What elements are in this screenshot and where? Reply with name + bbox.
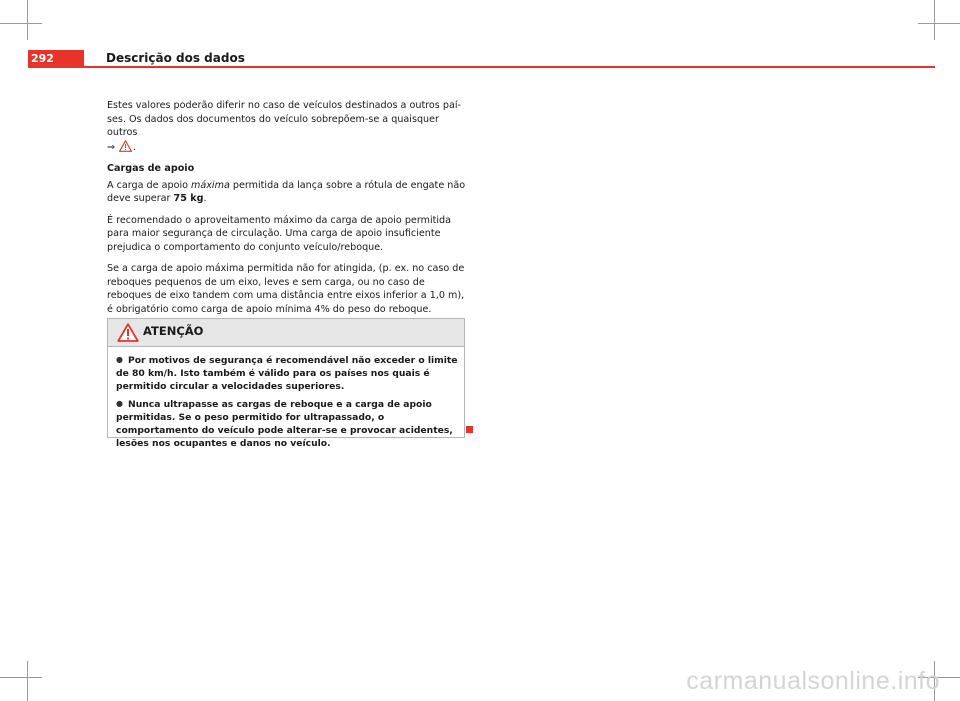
text-run: permitida da lança sobre a rótula de engate não deve superar xyxy=(107,179,466,204)
warning-body xyxy=(108,347,464,450)
crop-mark xyxy=(918,23,960,24)
warning-reference-icon[interactable] xyxy=(119,140,132,152)
reference-end: . xyxy=(133,141,137,153)
warning-item-text: Por motivos de segurança é recomendável não exceder o limite de 80 km/h. Isto também é válido para os países nos quais é permitido circular a velocidades superiores. xyxy=(116,355,458,392)
bullet-icon: ● xyxy=(116,399,123,408)
reference-arrow: ⇒ xyxy=(107,141,116,153)
page-number: 292 xyxy=(28,50,84,67)
warning-header xyxy=(108,319,464,347)
main-content xyxy=(107,99,467,324)
crop-mark xyxy=(0,23,42,24)
paragraph-minimum-load: Se a carga de apoio máxima permitida não for atingida, (p. ex. no caso de reboques pequenos de um eixo, leves e sem carga, ou no caso de reboques de eixo tandem com uma distância entre eixos inferior a 1,0 m), é obrigatório como carga de apoio mínima 4% do peso do reboque. xyxy=(107,263,465,315)
text-run: . xyxy=(203,193,207,204)
load-value: 75 kg xyxy=(173,193,204,204)
bullet-icon: ● xyxy=(116,355,123,364)
warning-triangle-icon xyxy=(117,323,139,342)
header-rule xyxy=(28,66,935,68)
paragraph-max-load xyxy=(107,179,467,206)
emphasis-text: máxima xyxy=(191,179,230,191)
text-run: A carga de apoio xyxy=(107,179,192,191)
crop-mark xyxy=(27,661,28,701)
watermark: carmanualsonline.info xyxy=(686,667,940,695)
section-end-marker xyxy=(466,426,473,433)
paragraph-recommendation: É recomendado o aproveitamento máximo da carga de apoio permitida para maior segurança de circulação. Uma carga de apoio insuficiente prejudica o comportamento do conjunto veículo/reboque. xyxy=(107,214,452,253)
crop-mark xyxy=(934,0,935,40)
section-heading: Cargas de apoio xyxy=(107,163,195,174)
warning-title: ATENÇÃO xyxy=(143,324,204,338)
crop-mark xyxy=(27,0,28,40)
warning-item xyxy=(116,353,458,393)
intro-text: Estes valores poderão diferir no caso de veículos destinados a outros países. Os dados dos documentos do veículo sobrepõem-se a quaisquer outros xyxy=(107,100,461,138)
crop-mark xyxy=(0,677,42,678)
warning-item xyxy=(116,397,458,450)
section-title: Descrição dos dados xyxy=(106,51,245,65)
warning-box xyxy=(107,318,465,449)
intro-paragraph xyxy=(107,99,467,154)
warning-item-text: Nunca ultrapasse as cargas de reboque e a carga de apoio permitidas. Se o peso permitido for ultrapassado, o comportamento do veículo pode alterar-se e provocar acidentes, lesões nos ocupantes e danos no veículo. xyxy=(116,399,453,449)
